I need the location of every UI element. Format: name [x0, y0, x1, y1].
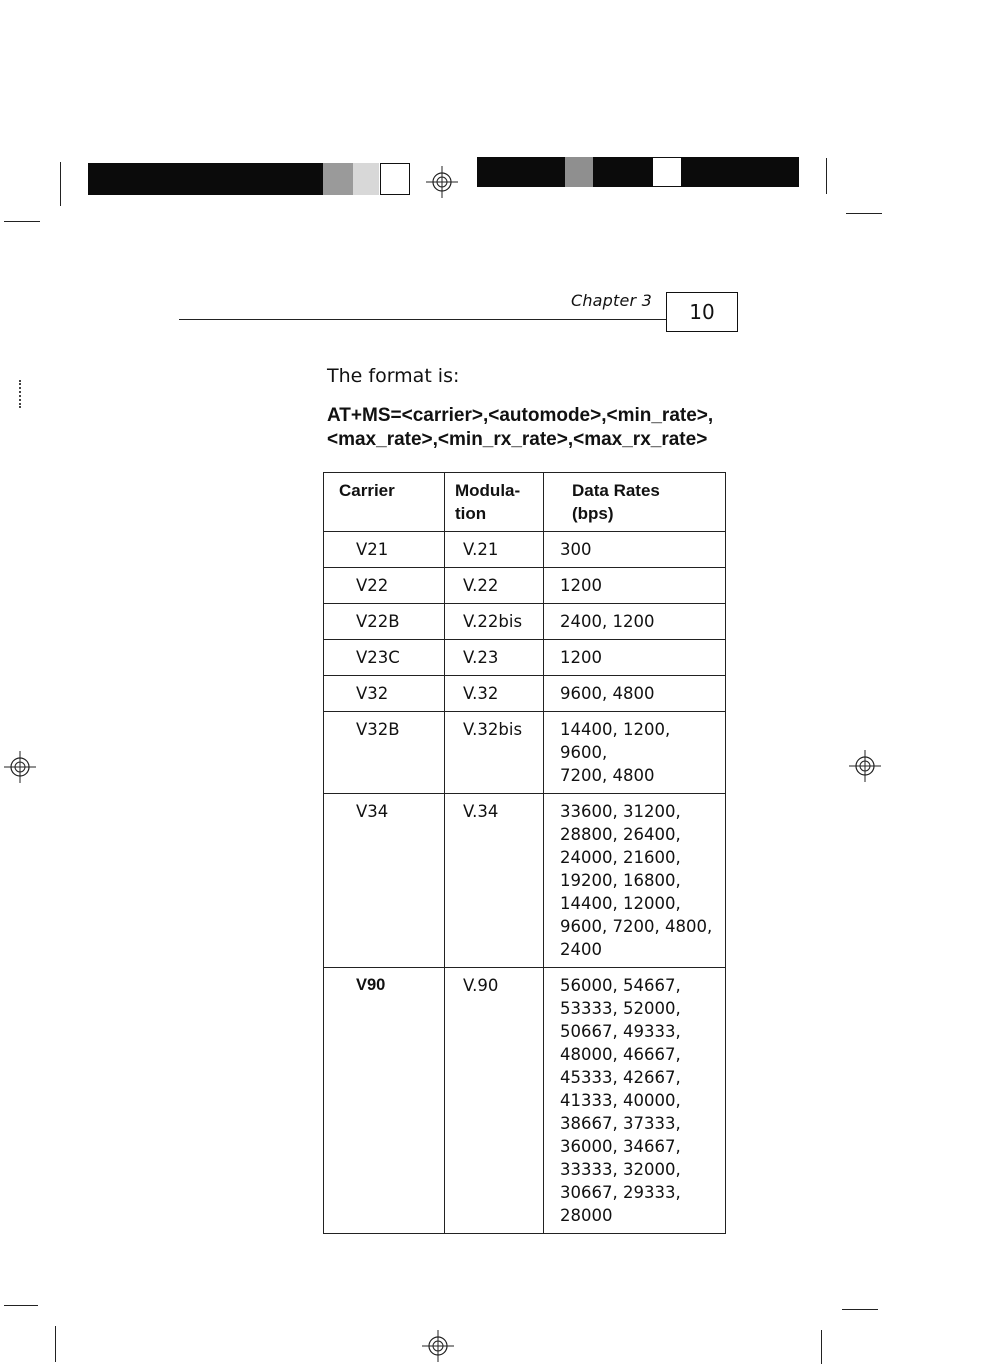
- crop-mark-left-top: [4, 221, 40, 222]
- registration-bar-right-white: [653, 157, 681, 187]
- cell-carrier: V23C: [324, 640, 445, 676]
- cell-rates: 2400, 1200: [544, 604, 726, 640]
- registration-crosshair-left-icon: [4, 751, 36, 783]
- cell-rates: 56000, 54667, 53333, 52000, 50667, 49333, 48000, 46667, 45333, 42667, 41333, 40000, 38667, 37333, 36000, 34667, 33333, 32000, 30667, 29333, 28000: [544, 968, 726, 1234]
- registration-bar-left: [88, 163, 323, 195]
- crop-mark-right-bottom: [842, 1309, 878, 1310]
- crop-mark-bottom-left: [55, 1326, 56, 1362]
- intro-text: The format is:: [327, 365, 460, 387]
- cell-modulation: V.22bis: [445, 604, 544, 640]
- cell-modulation: V.90: [445, 968, 544, 1234]
- header-modulation: Modula- tion: [445, 473, 544, 532]
- cell-carrier: V32: [324, 676, 445, 712]
- cell-carrier: V22: [324, 568, 445, 604]
- command-line-2: <max_rate>,<min_rx_rate>,<max_rx_rate>: [327, 429, 708, 450]
- registration-bar-right-mid: [593, 157, 653, 187]
- table-row: [324, 532, 726, 568]
- cell-modulation: V.34: [445, 794, 544, 968]
- cell-carrier: V90: [324, 968, 445, 1234]
- registration-crosshair-right-icon: [849, 750, 881, 782]
- cell-modulation: V.22: [445, 568, 544, 604]
- crop-mark-top-left: [60, 162, 61, 206]
- table-row: [324, 676, 726, 712]
- table-row: [324, 568, 726, 604]
- registration-bar-right-gray: [565, 157, 593, 187]
- cell-modulation: V.21: [445, 532, 544, 568]
- carrier-rates-table: [323, 472, 726, 1234]
- header-rule: [179, 319, 667, 320]
- registration-bar-right-end: [681, 157, 799, 187]
- cell-rates: 9600, 4800: [544, 676, 726, 712]
- table-row: [324, 712, 726, 794]
- crop-mark-left-bottom: [4, 1305, 38, 1306]
- crop-mark-bottom-right: [821, 1330, 822, 1364]
- table-row: [324, 968, 726, 1234]
- registration-bar-left-gray: [323, 163, 353, 195]
- cell-rates: 300: [544, 532, 726, 568]
- at-command-syntax: [327, 404, 767, 452]
- crop-mark-right-top: [846, 213, 882, 214]
- table-row: [324, 794, 726, 968]
- chapter-label: Chapter 3: [570, 291, 652, 310]
- cell-modulation: V.32: [445, 676, 544, 712]
- cell-carrier: V34: [324, 794, 445, 968]
- cell-modulation: V.23: [445, 640, 544, 676]
- cell-rates: 1200: [544, 640, 726, 676]
- cell-rates: 33600, 31200, 28800, 26400, 24000, 21600, 19200, 16800, 14400, 12000, 9600, 7200, 4800, 2400: [544, 794, 726, 968]
- registration-crosshair-icon: [426, 166, 458, 198]
- registration-crosshair-bottom-icon: [422, 1330, 454, 1362]
- margin-dots: [19, 380, 23, 408]
- cell-rates: 1200: [544, 568, 726, 604]
- registration-bar-left-light: [353, 163, 379, 195]
- table-row: [324, 604, 726, 640]
- registration-bar-right: [477, 157, 565, 187]
- header-carrier: Carrier: [324, 473, 445, 532]
- cell-modulation: V.32bis: [445, 712, 544, 794]
- table-row: [324, 640, 726, 676]
- header-data-rates: Data Rates (bps): [544, 473, 726, 532]
- page-number: 10: [666, 292, 738, 332]
- cell-rates: 14400, 1200, 9600, 7200, 4800: [544, 712, 726, 794]
- cell-carrier: V32B: [324, 712, 445, 794]
- registration-bar-left-white: [380, 163, 410, 195]
- cell-carrier: V22B: [324, 604, 445, 640]
- crop-mark-top-right: [826, 158, 827, 194]
- table-header-row: [324, 473, 726, 532]
- command-line-1: AT+MS=<carrier>,<automode>,<min_rate>,: [327, 405, 714, 426]
- cell-carrier: V21: [324, 532, 445, 568]
